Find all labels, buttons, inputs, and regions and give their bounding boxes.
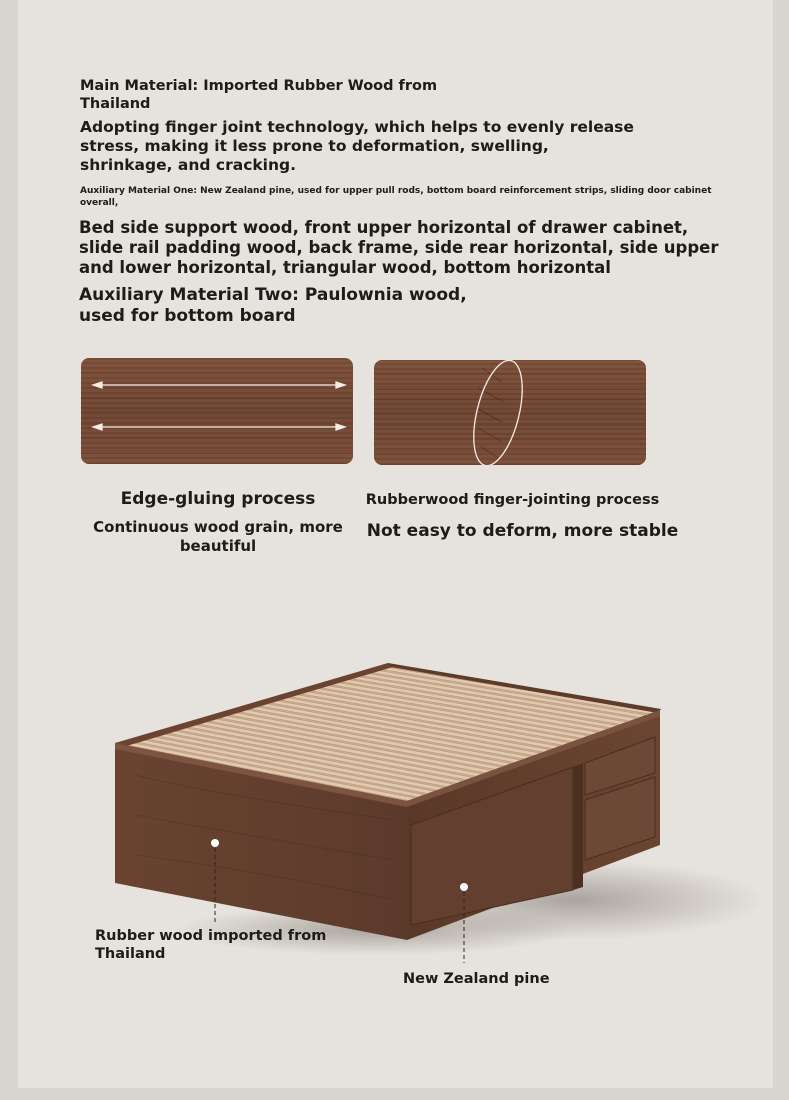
edge-gluing-subtitle: Continuous wood grain, more beautiful xyxy=(93,518,343,555)
main-material-heading: Main Material: Imported Rubber Wood from Thailand xyxy=(80,78,438,112)
auxiliary-material-two: Auxiliary Material Two: Paulownia wood, used for bottom board xyxy=(79,285,467,326)
pine-callout-label: New Zealand pine xyxy=(403,971,550,987)
finger-joint-description: Adopting finger joint technology, which helps to evenly release stress, making it less prone to deformation, swelling, shrinkage, and cracking. xyxy=(80,118,634,174)
bed-frame-image xyxy=(95,655,760,965)
finger-jointing-title: Rubberwood finger-jointing process xyxy=(365,492,660,508)
edge-gluing-sample-image xyxy=(81,358,353,464)
finger-jointing-sample-image xyxy=(374,360,646,465)
rubber-wood-callout-label: Rubber wood imported from Thailand xyxy=(95,928,327,962)
edge-gluing-title: Edge-gluing process xyxy=(120,489,316,509)
auxiliary-material-one: Auxiliary Material One: New Zealand pine, used for upper pull rods, bottom board reinforcement strips, sliding door cabinet overall, xyxy=(80,186,712,208)
ellipse-highlight-icon xyxy=(374,360,646,465)
auxiliary-material-one-detail: Bed side support wood, front upper horizontal of drawer cabinet, slide rail padding wood, back frame, side rear horizontal, side upper and lower horizontal, triangular wood, bottom horizontal xyxy=(79,218,719,277)
double-arrow-icon xyxy=(81,358,353,464)
finger-jointing-subtitle: Not easy to deform, more stable xyxy=(366,521,679,541)
